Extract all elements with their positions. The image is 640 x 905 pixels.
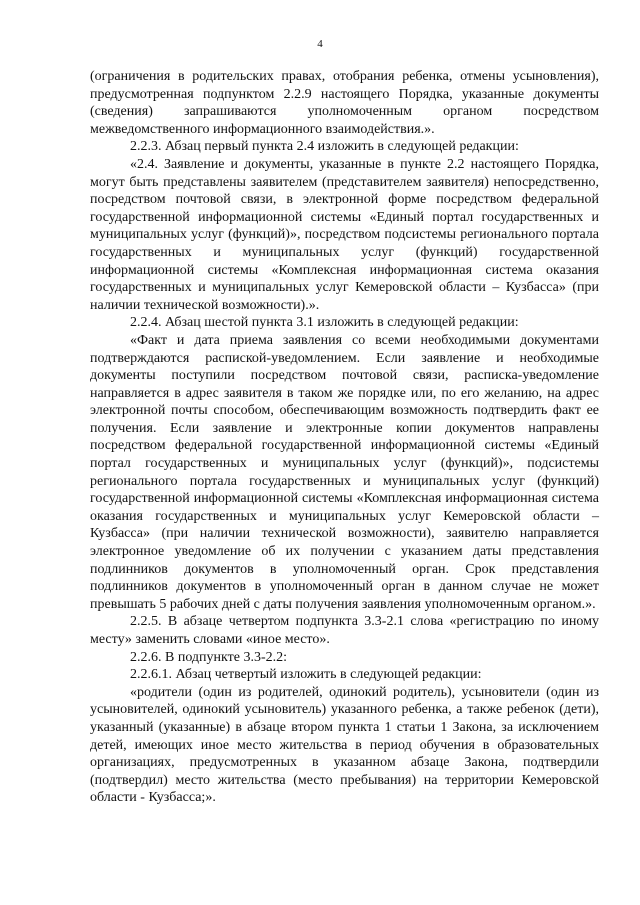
paragraph-5: «Факт и дата приема заявления со всеми необходимыми документами подтверждаются распиской-уведомлением. Если заявление и необходимые документы поступили посредством почтовой связи, расписка-уведомление направляется в адрес заявителя в таком же порядке или, по его желанию, на адрес электронной почты способом, обеспечивающим возможность подтвердить факт ее получения. Если заявление и электронные копии документов направлены посредством федеральной государственной информационной системы «Единый портал государственных и муниципальных услуг (функций)», подсистемы регионального портала государственных и муниципальных услуг (функций) государственной информационной системы «Комплексная информационная система оказания государственных и муниципальных услуг Кемеровской области – Кузбасса» (при наличии технической возможности), заявителю направляется электронное уведомление об их получении с указанием даты представления подлинников документов в уполномоченный орган. Срок представления подлинников документов в уполномоченный орган в данном случае не может превышать 5 рабочих дней с даты получения заявления уполномоченным органом.».: [90, 332, 599, 612]
paragraph-6: 2.2.5. В абзаце четвертом подпункта 3.3-2.1 слова «регистрацию по иному месту» заменить словами «иное место».: [90, 614, 599, 647]
paragraph-3: «2.4. Заявление и документы, указанные в пункте 2.2 настоящего Порядка, могут быть представлены заявителем (представителем заявителя) непосредственно, посредством почтовой связи, в электронной форме посредством федеральной государственной информационной системы «Единый портал государственных и муниципальных услуг (функций)», посредством подсистемы регионального портала государственных и муниципальных услуг (функций) государственной информационной системы «Комплексная информационная система оказания государственных и муниципальных услуг Кемеровской области – Кузбасса» (при наличии технической возможности).».: [90, 156, 599, 313]
page-number: 4: [317, 38, 323, 50]
paragraph-8: 2.2.6.1. Абзац четвертый изложить в следующей редакции:: [130, 667, 482, 683]
paragraph-7: 2.2.6. В подпункте 3.3-2.2:: [130, 649, 288, 665]
paragraph-4: 2.2.4. Абзац шестой пункта 3.1 изложить в следующей редакции:: [130, 315, 519, 331]
document-body: [90, 68, 599, 807]
paragraph-1: (ограничения в родительских правах, отобрания ребенка, отмены усыновления), предусмотренная подпунктом 2.2.9 настоящего Порядка, указанные документы (сведения) запрашиваются уполномоченным органом посредством межведомственного информационного взаимодействия.».: [90, 69, 599, 137]
paragraph-9: «родители (один из родителей, одинокий родитель), усыновители (один из усыновителей, одинокий усыновитель) указанного ребенка, а также ребенок (дети), указанный (указанные) в абзаце втором пункта 1 статьи 1 Закона, за исключением детей, имеющих иное место жительства в период обучения в образовательных организациях, предусмотренных в указанном абзаце Закона, подтвердили (подтвердил) место жительства (место пребывания) на территории Кемеровской области - Кузбасса;».: [90, 684, 599, 806]
paragraph-2: 2.2.3. Абзац первый пункта 2.4 изложить в следующей редакции:: [130, 139, 519, 155]
